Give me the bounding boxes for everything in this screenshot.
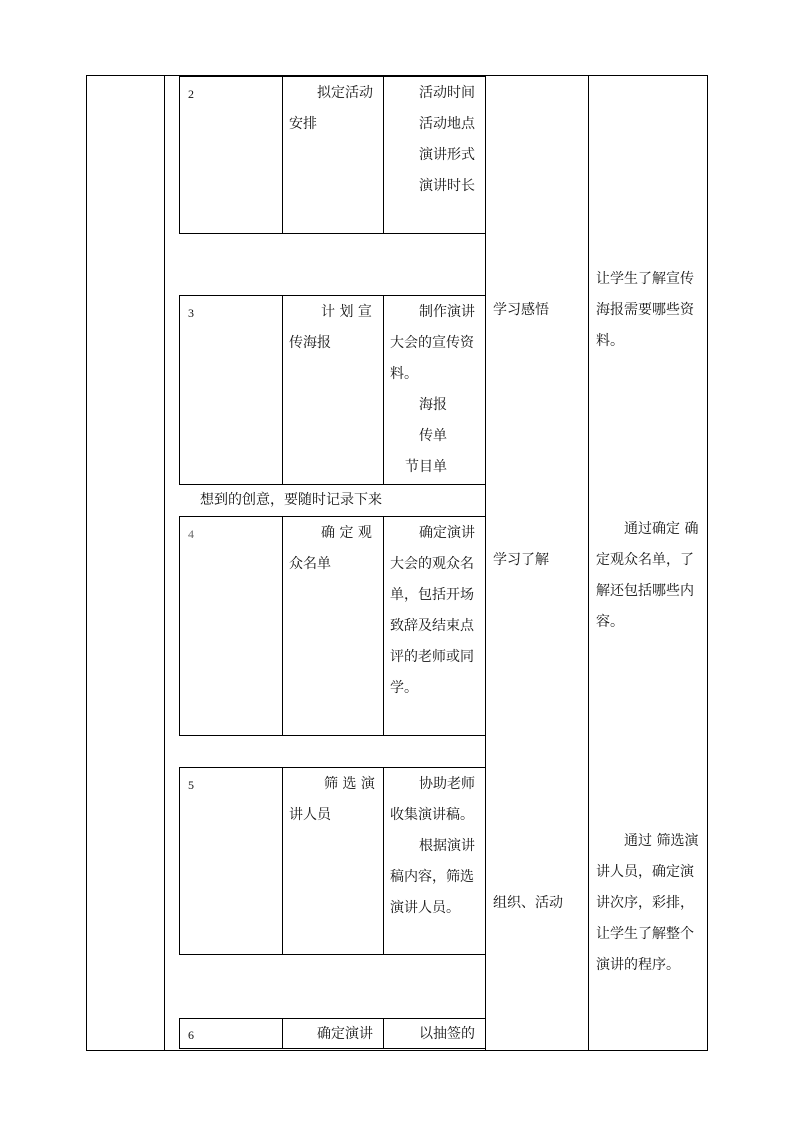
task-line: 确 定 观 <box>321 525 372 541</box>
student-activity: 组织、活动 <box>493 895 563 911</box>
outer-bottom-border <box>86 1050 708 1051</box>
task-line: 确定演讲 <box>317 1026 373 1042</box>
content-line: 活动地点 <box>419 116 475 132</box>
content-line: 根据演讲 <box>419 838 475 854</box>
student-activity: 学习了解 <box>493 552 549 568</box>
content-line: 演讲人员。 <box>390 900 460 916</box>
task-line: 传海报 <box>289 335 331 351</box>
content-line: 单，包括开场 <box>390 587 474 603</box>
content-line: 制作演讲 <box>419 304 475 320</box>
content-line: 演讲时长 <box>419 178 475 194</box>
content-line: 传单 <box>419 428 447 444</box>
content-line: 海报 <box>419 397 447 413</box>
col-divider-3 <box>588 75 589 1051</box>
content-line: 确定演讲 <box>419 525 475 541</box>
content-line: 评的老师或同 <box>390 649 474 665</box>
task-line: 安排 <box>289 116 317 132</box>
content-line: 大会的宣传资 <box>390 335 474 351</box>
task-line: 筛 选 演 <box>324 776 375 792</box>
content-line: 大会的观众名 <box>390 556 474 572</box>
outer-left-border <box>86 75 87 1051</box>
content-line: 以抽签的 <box>419 1026 475 1042</box>
content-line: 料。 <box>390 366 418 382</box>
row-number: 6 <box>188 1028 194 1042</box>
col-divider-1 <box>164 75 165 1051</box>
row-number: 4 <box>188 527 194 541</box>
task-line: 众名单 <box>289 556 331 572</box>
row-number: 5 <box>188 778 194 792</box>
content-line: 演讲形式 <box>419 147 475 163</box>
creative-note: 想到的创意，要随时记录下来 <box>200 492 382 508</box>
content-line: 节目单 <box>405 459 447 475</box>
student-activity: 学习感悟 <box>493 302 549 318</box>
content-line: 协助老师 <box>419 776 475 792</box>
row-number: 3 <box>188 306 194 320</box>
content-line: 稿内容，筛选 <box>390 869 474 885</box>
row-number: 2 <box>188 87 194 101</box>
outer-right-border <box>707 75 708 1051</box>
content-line: 活动时间 <box>419 85 475 101</box>
content-line: 致辞及结束点 <box>390 618 474 634</box>
task-line: 讲人员 <box>289 807 331 823</box>
task-line: 计 划 宣 <box>321 304 372 320</box>
content-line: 收集演讲稿。 <box>390 807 474 823</box>
content-line: 学。 <box>390 680 418 696</box>
task-line: 拟定活动 <box>317 85 373 101</box>
col-divider-2 <box>485 75 486 1051</box>
